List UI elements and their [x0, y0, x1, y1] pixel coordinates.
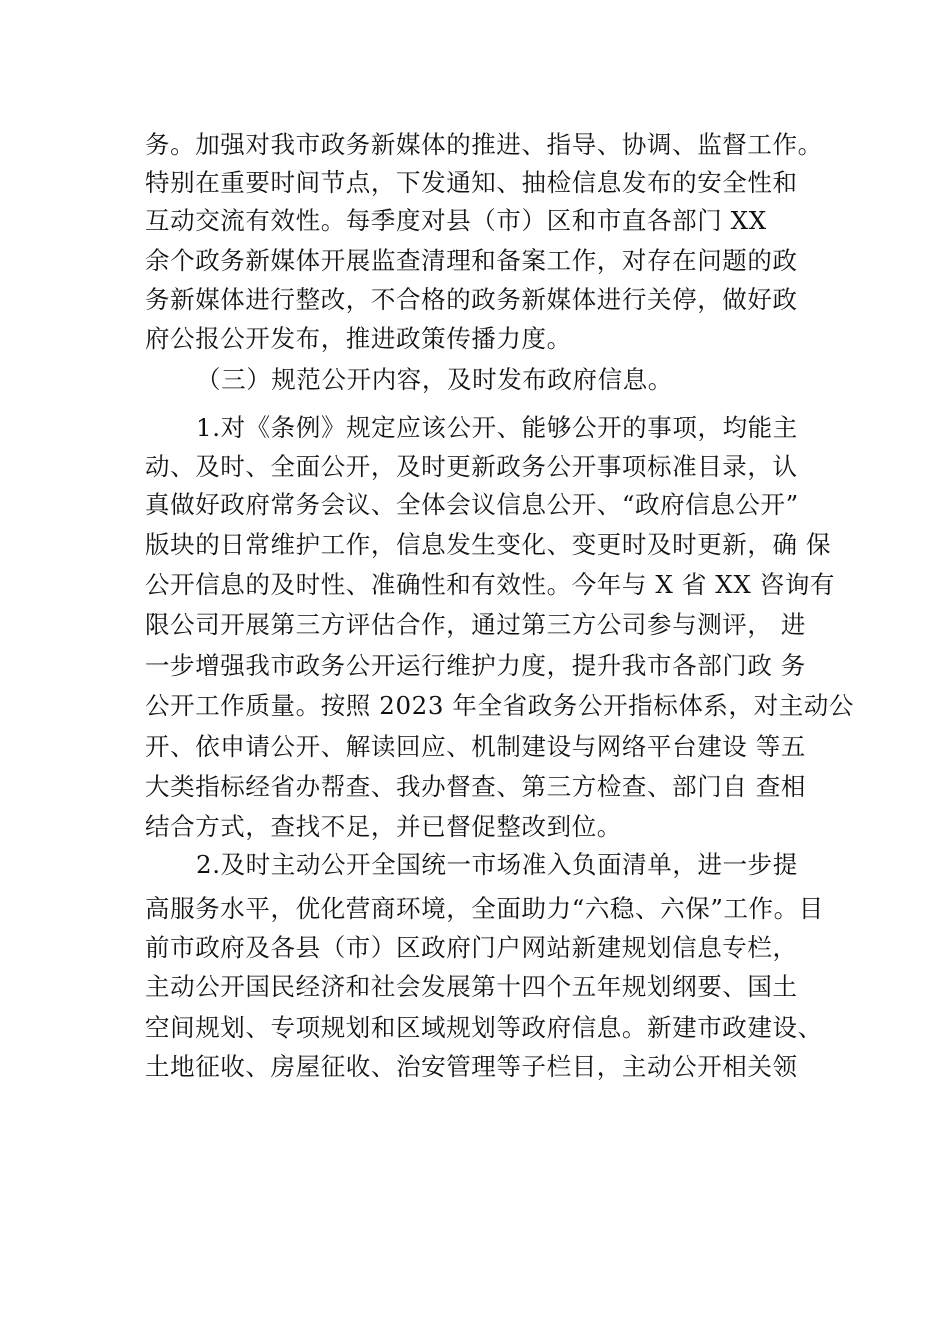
- text-line: 公开信息的及时性、准确性和有效性。今年与 X 省 XX 咨询有: [145, 570, 836, 599]
- text-line: 特别在重要时间节点，下发通知、抽检信息发布的安全性和: [145, 168, 798, 197]
- text-line: 务新媒体进行整改，不合格的政务新媒体进行关停，做好政: [145, 285, 798, 314]
- section-heading: （三）规范公开内容，及时发布政府信息。: [196, 365, 673, 394]
- text-line: 余个政务新媒体开展监查清理和备案工作，对存在问题的政: [145, 246, 798, 275]
- text-line: 版块的日常维护工作，信息发生变化、变更时及时更新，确 保: [145, 530, 832, 559]
- text-line: 限公司开展第三方评估合作，通过第三方公司参与测评， 进: [145, 610, 806, 639]
- text-line: 1.对《条例》规定应该公开、能够公开的事项，均能主: [196, 413, 798, 442]
- text-line: 真做好政府常务会议、全体会议信息公开、“政府信息公开”: [145, 490, 799, 519]
- text-line: 前市政府及各县（市）区政府门户网站新建规划信息专栏，: [145, 933, 798, 962]
- text-line: 动、及时、全面公开，及时更新政务公开事项标准目录，认: [145, 452, 798, 481]
- text-line: 务。加强对我市政务新媒体的推进、指导、协调、监督工作。: [145, 130, 823, 159]
- text-line: 结合方式，查找不足，并已督促整改到位。: [145, 812, 622, 841]
- text-line: 大类指标经省办帮查、我办督查、第三方检查、部门自 查相: [145, 772, 806, 801]
- text-line: 府公报公开发布，推进政策传播力度。: [145, 324, 572, 353]
- text-line: 高服务水平，优化营商环境，全面助力“六稳、六保”工作。目: [145, 894, 824, 923]
- text-line: 互动交流有效性。每季度对县（市）区和市直各部门 XX: [145, 206, 767, 235]
- text-line: 开、依申请公开、解读回应、机制建设与网络平台建设 等五: [145, 732, 806, 761]
- text-line: 土地征收、房屋征收、治安管理等子栏目，主动公开相关领: [145, 1052, 798, 1081]
- text-line: 2.及时主动公开全国统一市场准入负面清单，进一步提: [196, 850, 798, 879]
- text-line: 空间规划、专项规划和区域规划等政府信息。新建市政建设、: [145, 1013, 823, 1042]
- text-line: 一步增强我市政务公开运行维护力度，提升我市各部门政 务: [145, 651, 806, 680]
- text-line: 公开工作质量。按照 2023 年全省政务公开指标体系，对主动公: [145, 691, 855, 720]
- text-line: 主动公开国民经济和社会发展第十四个五年规划纲要、国土: [145, 972, 798, 1001]
